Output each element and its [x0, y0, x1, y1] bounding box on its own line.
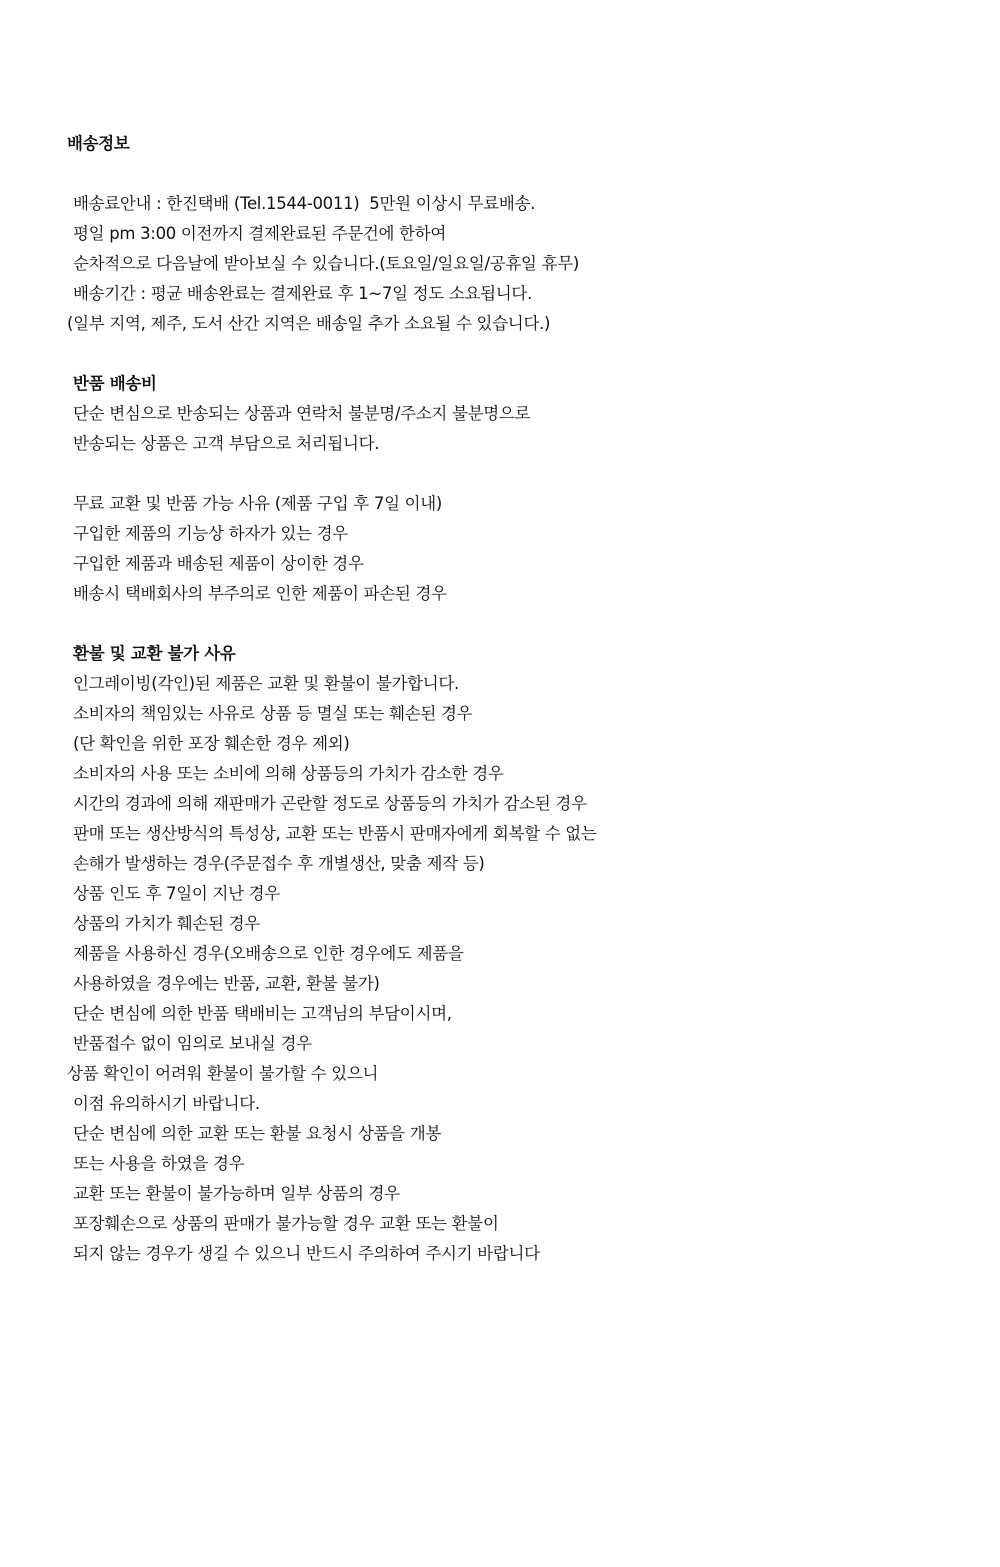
text-line: 단순 변심에 의한 반품 택배비는 고객님의 부담이시며,: [73, 1004, 452, 1023]
text-line: 구입한 제품과 배송된 제품이 상이한 경우: [73, 554, 364, 573]
text-line: 소비자의 책임있는 사유로 상품 등 멸실 또는 훼손된 경우: [73, 704, 473, 723]
text-line: 되지 않는 경우가 생길 수 있으니 반드시 주의하여 주시기 바랍니다: [73, 1244, 540, 1263]
text-line: 반송되는 상품은 고객 부담으로 처리됩니다.: [73, 434, 380, 453]
spacer: [0, 459, 1000, 489]
text-line: 구입한 제품의 기능상 하자가 있는 경우: [73, 524, 348, 543]
text-line: 제품을 사용하신 경우(오배송으로 인한 경우에도 제품을: [73, 944, 464, 963]
text-line: 배송기간 : 평균 배송완료는 결제완료 후 1~7일 정도 소요됩니다.: [73, 284, 533, 303]
text-line: 소비자의 사용 또는 소비에 의해 상품등의 가치가 감소한 경우: [73, 764, 504, 783]
text-line: 배송시 택배회사의 부주의로 인한 제품이 파손된 경우: [73, 584, 447, 603]
section-heading: 배송정보: [67, 134, 130, 153]
text-line: 단순 변심에 의한 교환 또는 환불 요청시 상품을 개봉: [73, 1124, 441, 1143]
text-line: 순차적으로 다음날에 받아보실 수 있습니다.(토요일/일요일/공휴일 휴무): [73, 254, 579, 273]
text-line: 상품의 가치가 훼손된 경우: [73, 914, 260, 933]
text-line: 손해가 발생하는 경우(주문접수 후 개별생산, 맞춤 제작 등): [73, 854, 485, 873]
text-line: (일부 지역, 제주, 도서 산간 지역은 배송일 추가 소요될 수 있습니다.): [67, 314, 551, 333]
spacer: [0, 339, 1000, 369]
text-line: 평일 pm 3:00 이전까지 결제완료된 주문건에 한하여: [73, 224, 446, 243]
text-line: 판매 또는 생산방식의 특성상, 교환 또는 반품시 판매자에게 회복할 수 없는: [73, 824, 597, 843]
text-line: 이점 유의하시기 바랍니다.: [73, 1094, 260, 1113]
section-heading: 반품 배송비: [73, 374, 157, 393]
text-line: 배송료안내 : 한진택배 (Tel.1544-0011) 5만원 이상시 무료배송.: [73, 194, 536, 213]
text-line: 인그레이빙(각인)된 제품은 교환 및 환불이 불가합니다.: [73, 674, 460, 693]
section-heading: 환불 및 교환 불가 사유: [73, 644, 236, 663]
text-line: 무료 교환 및 반품 가능 사유 (제품 구입 후 7일 이내): [73, 494, 443, 513]
spacer: [0, 159, 1000, 189]
text-line: 단순 변심으로 반송되는 상품과 연락처 불분명/주소지 불분명으로: [73, 404, 531, 423]
text-line: 반품접수 없이 임의로 보내실 경우: [73, 1034, 312, 1053]
text-line: 또는 사용을 하였을 경우: [73, 1154, 245, 1173]
spacer: [0, 609, 1000, 639]
text-line: 상품 확인이 어려워 환불이 불가할 수 있으니: [67, 1064, 379, 1083]
text-line: (단 확인을 위한 포장 훼손한 경우 제외): [73, 734, 350, 753]
text-line: 상품 인도 후 7일이 지난 경우: [73, 884, 280, 903]
shipping-info-document: [0, 129, 1000, 1269]
text-line: 사용하였을 경우에는 반품, 교환, 환불 불가): [73, 974, 380, 993]
text-line: 교환 또는 환불이 불가능하며 일부 상품의 경우: [73, 1184, 400, 1203]
text-line: 포장훼손으로 상품의 판매가 불가능할 경우 교환 또는 환불이: [73, 1214, 499, 1233]
text-line: 시간의 경과에 의해 재판매가 곤란할 정도로 상품등의 가치가 감소된 경우: [73, 794, 587, 813]
